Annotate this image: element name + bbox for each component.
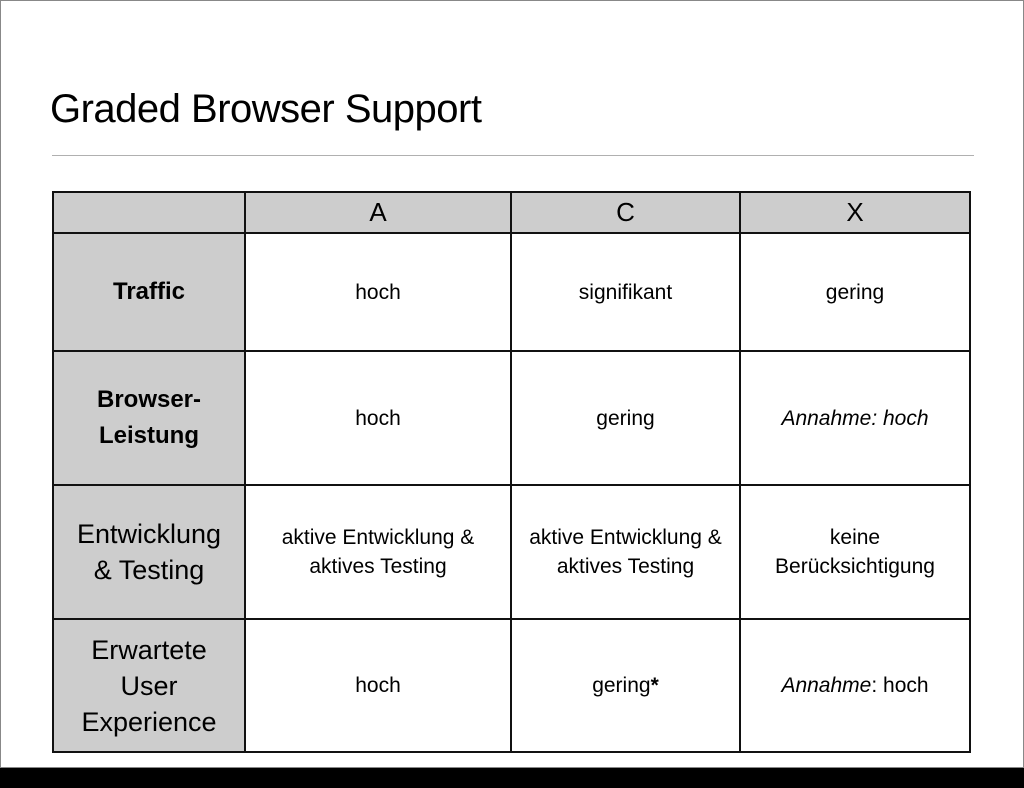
table-cell [511,619,740,752]
row-header-entwicklung-testing [53,485,245,619]
row-header-line: & Testing [93,555,205,585]
column-header-x: X [740,192,970,233]
footnote-asterisk: * [650,674,659,697]
cell-line: aktives Testing [309,555,447,578]
row-header-traffic [53,233,245,351]
table-row-browser-leistung [53,351,970,485]
row-header-browser-leistung [53,351,245,485]
row-header-line: Browser- [96,386,202,413]
row-header-line: Experience [81,706,217,737]
cell-line: aktive Entwicklung & [529,526,722,549]
table-cell: gering [740,233,970,351]
table-row-traffic [53,233,970,351]
table-cell: Annahme: hoch [740,351,970,485]
cell-line: aktives Testing [556,555,695,578]
table-cell [740,485,970,619]
table-cell: signifikant [511,233,740,351]
title-divider [52,155,974,156]
cell-text: Annahme [781,674,872,697]
corner-cell [53,192,245,233]
table-row-entwicklung-testing [53,485,970,619]
cell-line: keine [829,526,881,549]
column-header-c: C [511,192,740,233]
browser-support-table [52,191,971,753]
cell-line: aktive Entwicklung & [281,526,475,549]
table-cell [245,619,511,752]
table-cell [245,485,511,619]
cell-text: hoch [355,674,401,697]
table-cell [740,619,970,752]
row-header-line: User [120,670,178,701]
cell-text-suffix: : hoch [871,674,929,697]
table-cell: hoch [245,351,511,485]
cell-line: Berücksichtigung [775,555,935,578]
row-header-line: Traffic [112,278,186,305]
row-header-erwartete-user-experience [53,619,245,752]
table-cell: hoch [245,233,511,351]
row-header-line: Leistung [99,422,199,449]
table-row-erwartete-user-experience [53,619,970,752]
row-header-line: Entwicklung [76,519,222,549]
table-cell [511,485,740,619]
header-row [53,192,970,233]
slide-title: Graded Browser Support [50,87,482,131]
cell-text: gering [592,674,651,697]
table-cell: gering [511,351,740,485]
column-header-a: A [245,192,511,233]
row-header-line: Erwartete [91,634,207,665]
